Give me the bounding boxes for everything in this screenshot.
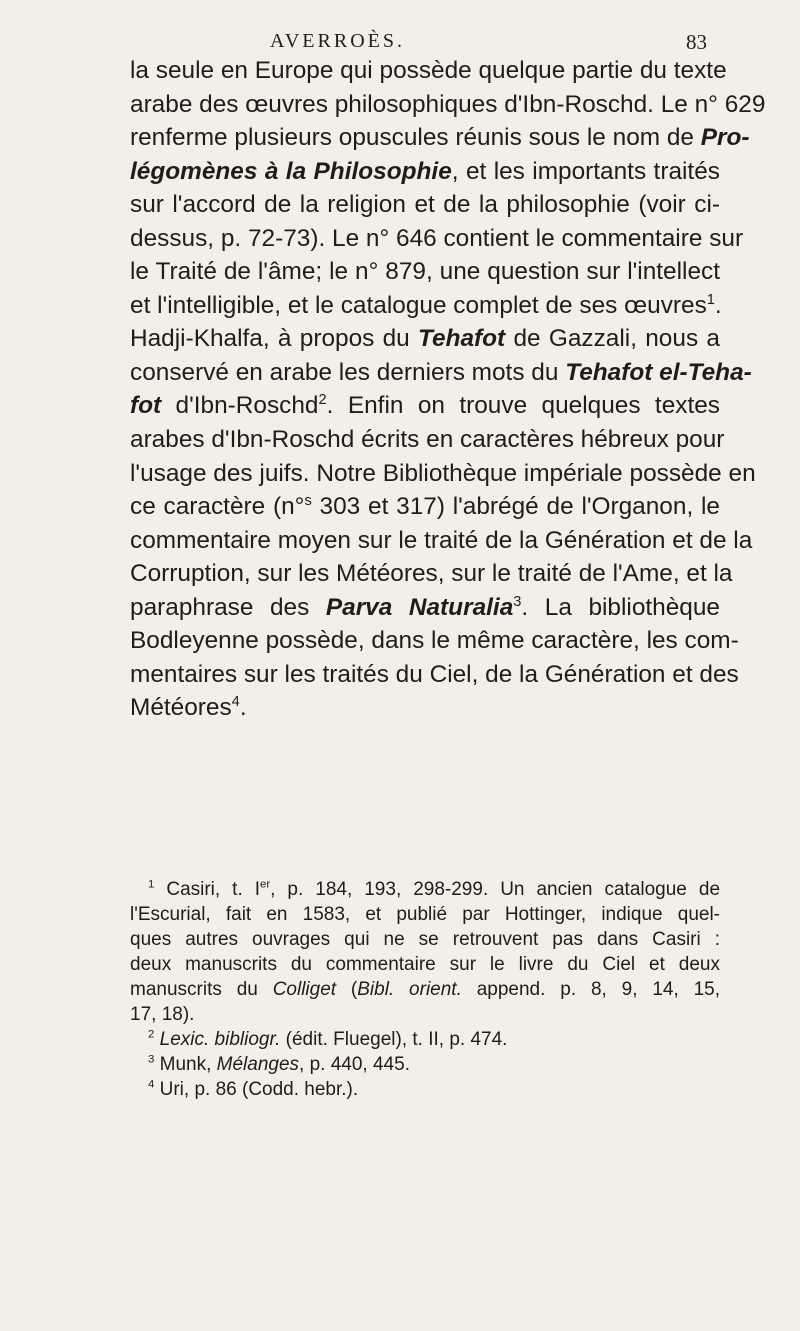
footnote-ref: 4 xyxy=(231,694,240,711)
footnote-ref: 2 xyxy=(318,392,327,409)
running-head xyxy=(0,30,800,54)
text-line: légomènes à la Philosophie, et les importants traités xyxy=(130,157,720,185)
footnote-4: $^4$ Uri, p. 86 (Codd. hebr.). xyxy=(148,1078,359,1100)
text-line: Hadji-Khalfa, à propos du Tehafot de Gazzali, nous a xyxy=(130,325,720,353)
text-line: Corruption, sur les Météores, sur le traité de l'Ame, et la xyxy=(130,560,733,588)
text-line: fot d'Ibn-Roschd$^2$. Enfin on trouve quelques textes xyxy=(130,392,721,420)
footnote-ref: 3 xyxy=(513,593,522,610)
text-line: sur l'accord de la religion et de la philosophie (voir ci- xyxy=(130,191,720,219)
footnote-mark: 3 xyxy=(148,1053,155,1066)
footnote-ref: 1 xyxy=(706,291,715,308)
page-number: 83 xyxy=(686,30,707,54)
footnotes xyxy=(130,877,720,1102)
text-line: renferme plusieurs opuscules réunis sous le nom de Pro- xyxy=(130,124,750,152)
text-line: commentaire moyen sur le traité de la Génération et de la xyxy=(130,526,753,554)
footnote-3: $^3$ Munk, Mélanges, p. 440, 445. xyxy=(148,1053,410,1075)
text-line: conservé en arabe les derniers mots du Tehafot el-Teha- xyxy=(130,358,752,386)
text-line: arabe des œuvres philosophiques d'Ibn-Roschd. Le n° 629 xyxy=(130,90,766,118)
text-line: et l'intelligible, et le catalogue complet de ses œuvres$^1$. xyxy=(130,291,722,319)
text-line: dessus, p. 72-73). Le n° 646 contient le commentaire sur xyxy=(130,224,744,252)
text-line: Bodleyenne possède, dans le même caractère, les com- xyxy=(130,627,739,655)
text-line: l'usage des juifs. Notre Bibliothèque impériale possède en xyxy=(130,459,756,487)
running-title: AVERROÈS. xyxy=(270,30,405,52)
footnote-2: $^2$ Lexic. bibliogr. (édit. Fluegel), t. II, p. 474. xyxy=(148,1028,508,1050)
footnote-1: $^1$ Casiri, t. Ier, p. 184, 193, 298-299. Un ancien catalogue de l'Escurial, fait en 1583, et publié par Hottinger, indique quel- ques autres ouvrages qui ne se retrouvent pas dans Casiri : deux manuscrits du commentaire sur le livre du Ciel et deux manuscrits du Colliget (Bibl. orient. append. p. 8, 9, 14, 15, 17, 18). xyxy=(130,878,721,1025)
footnote-mark: 2 xyxy=(148,1028,155,1041)
text-line: arabes d'Ibn-Roschd écrits en caractères hébreux pour xyxy=(130,426,725,454)
text-line: mentaires sur les traités du Ciel, de la Génération et des xyxy=(130,660,739,688)
text-line: ce caractère (n°$^s$ 303 et 317) l'abrégé de l'Organon, le xyxy=(130,492,720,521)
text-line: la seule en Europe qui possède quelque partie du texte xyxy=(130,57,727,84)
main-paragraph xyxy=(130,54,766,725)
footnote-mark: 4 xyxy=(148,1078,155,1091)
text-line: paraphrase des Parva Naturalia$^3$. La bibliothèque xyxy=(130,593,720,621)
text-line: Météores$^4$. xyxy=(130,694,247,722)
text-line: le Traité de l'âme; le n° 879, une question sur l'intellect xyxy=(130,258,720,286)
footnote-mark: 1 xyxy=(148,878,155,891)
